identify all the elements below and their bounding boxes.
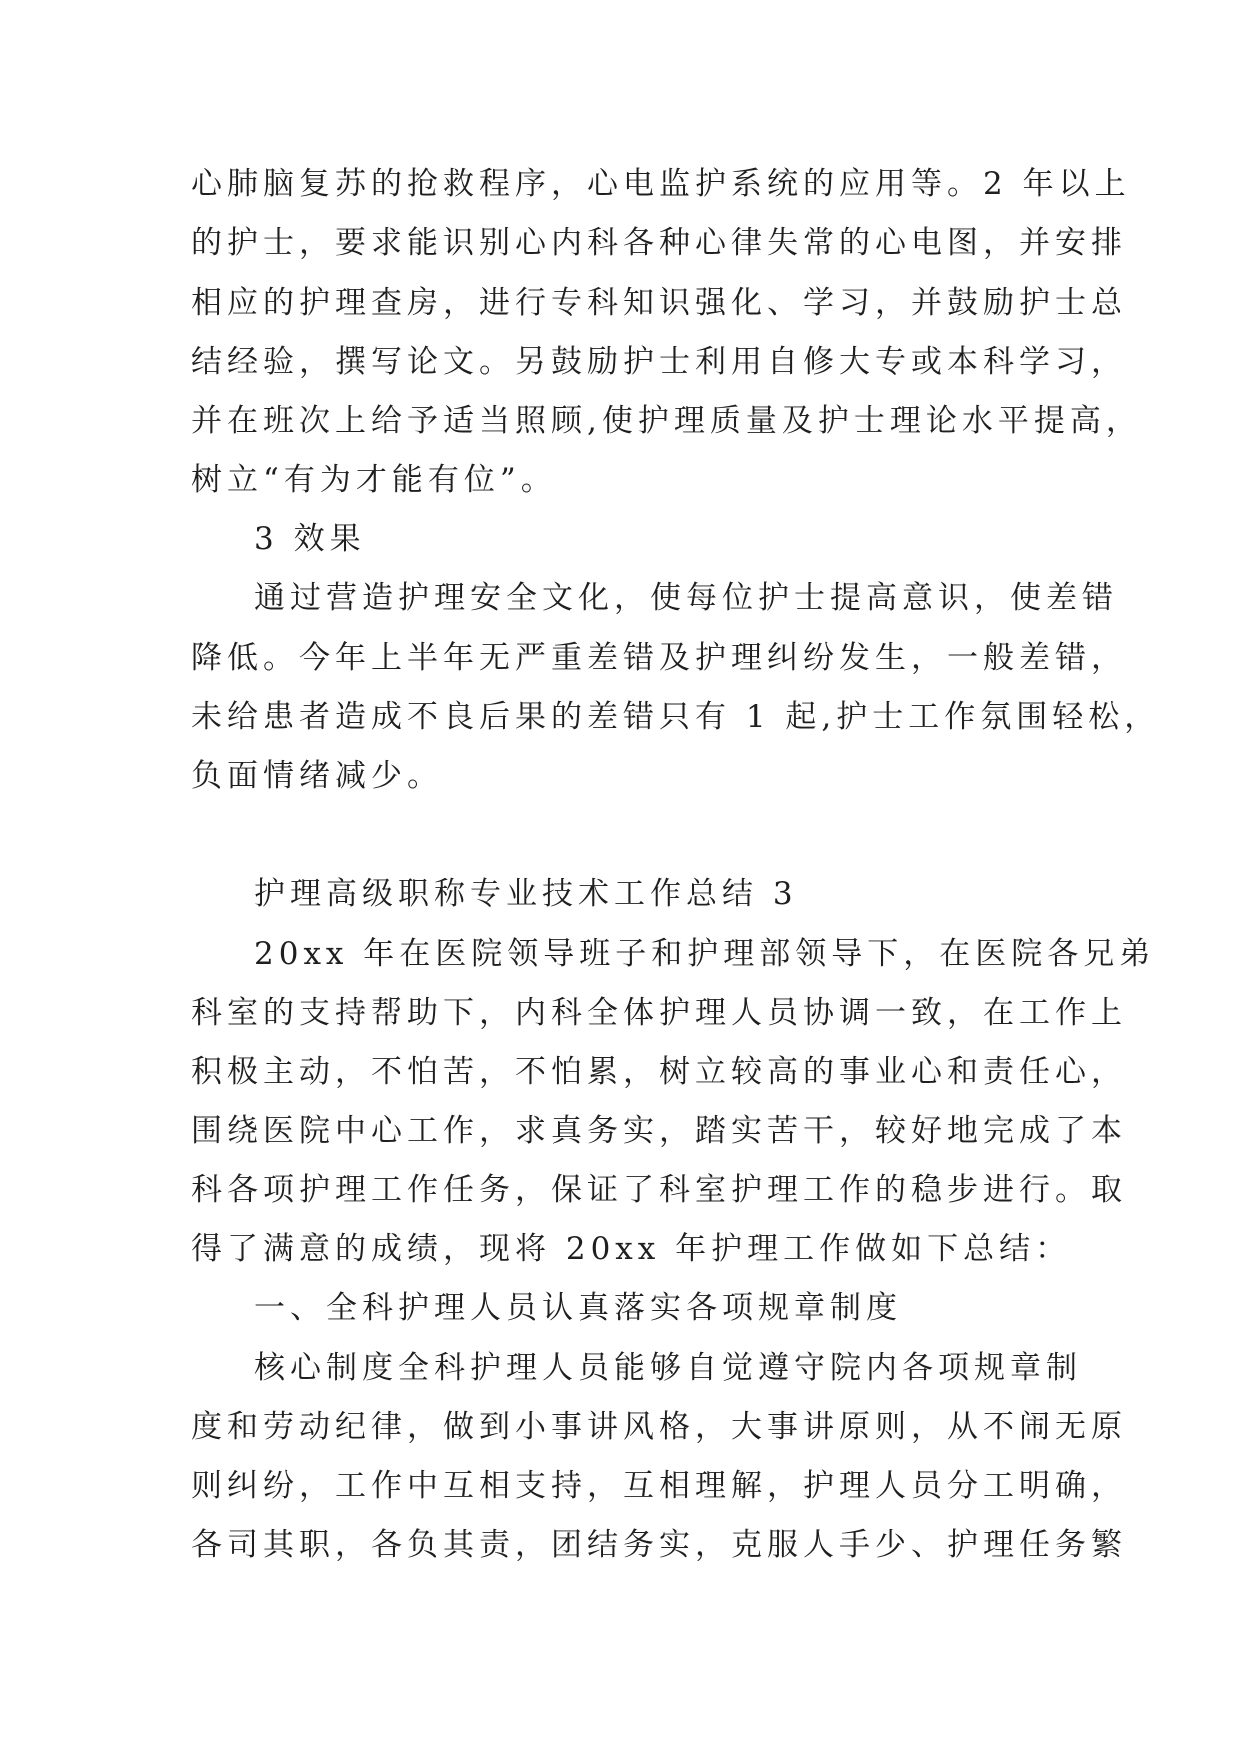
section-heading: 一、全科护理人员认真落实各项规章制度 <box>254 1290 902 1326</box>
body-text-line: 20xx 年在医院领导班子和护理部领导下，在医院各兄弟 <box>254 936 1156 972</box>
body-text-line: 科室的支持帮助下，内科全体护理人员协调一致，在工作上 <box>191 995 1127 1031</box>
body-text-line: 科各项护理工作任务，保证了科室护理工作的稳步进行。取 <box>191 1172 1127 1208</box>
body-text-line: 得了满意的成绩，现将 20xx 年护理工作做如下总结： <box>191 1231 1072 1267</box>
body-text-line: 通过营造护理安全文化，使每位护士提高意识，使差错 <box>254 580 1118 616</box>
body-text-line: 各司其职，各负其责，团结务实，克服人手少、护理任务繁 <box>191 1527 1127 1563</box>
body-text-line: 树立“有为才能有位”。 <box>191 462 557 498</box>
body-text-line: 相应的护理查房，进行专科知识强化、学习，并鼓励护士总 <box>191 285 1127 321</box>
body-text-line: 围绕医院中心工作，求真务实，踏实苦干，较好地完成了本 <box>191 1113 1127 1149</box>
body-text-line: 核心制度全科护理人员能够自觉遵守院内各项规章制 <box>254 1350 1082 1386</box>
body-text-line: 并在班次上给予适当照顾,使护理质量及护士理论水平提高， <box>191 403 1142 439</box>
body-text-line: 降低。今年上半年无严重差错及护理纠纷发生，一般差错， <box>191 640 1127 676</box>
body-text-line: 结经验，撰写论文。另鼓励护士利用自修大专或本科学习， <box>191 344 1127 380</box>
body-text-line: 的护士，要求能识别心内科各种心律失常的心电图，并安排 <box>191 225 1127 261</box>
body-text-line: 度和劳动纪律，做到小事讲风格，大事讲原则，从不闹无原 <box>191 1409 1127 1445</box>
section-heading: 3 效果 <box>254 521 366 557</box>
body-text-line: 则纠纷，工作中互相支持，互相理解，护理人员分工明确， <box>191 1468 1127 1504</box>
body-text-line: 心肺脑复苏的抢救程序，心电监护系统的应用等。2 年以上 <box>191 166 1131 202</box>
body-text-line: 负面情绪减少。 <box>191 758 443 794</box>
document-title: 护理高级职称专业技术工作总结 3 <box>254 876 798 912</box>
body-text-line: 积极主动，不怕苦，不怕累，树立较高的事业心和责任心， <box>191 1054 1127 1090</box>
body-text-line: 未给患者造成不良后果的差错只有 1 起,护士工作氛围轻松， <box>191 699 1161 735</box>
